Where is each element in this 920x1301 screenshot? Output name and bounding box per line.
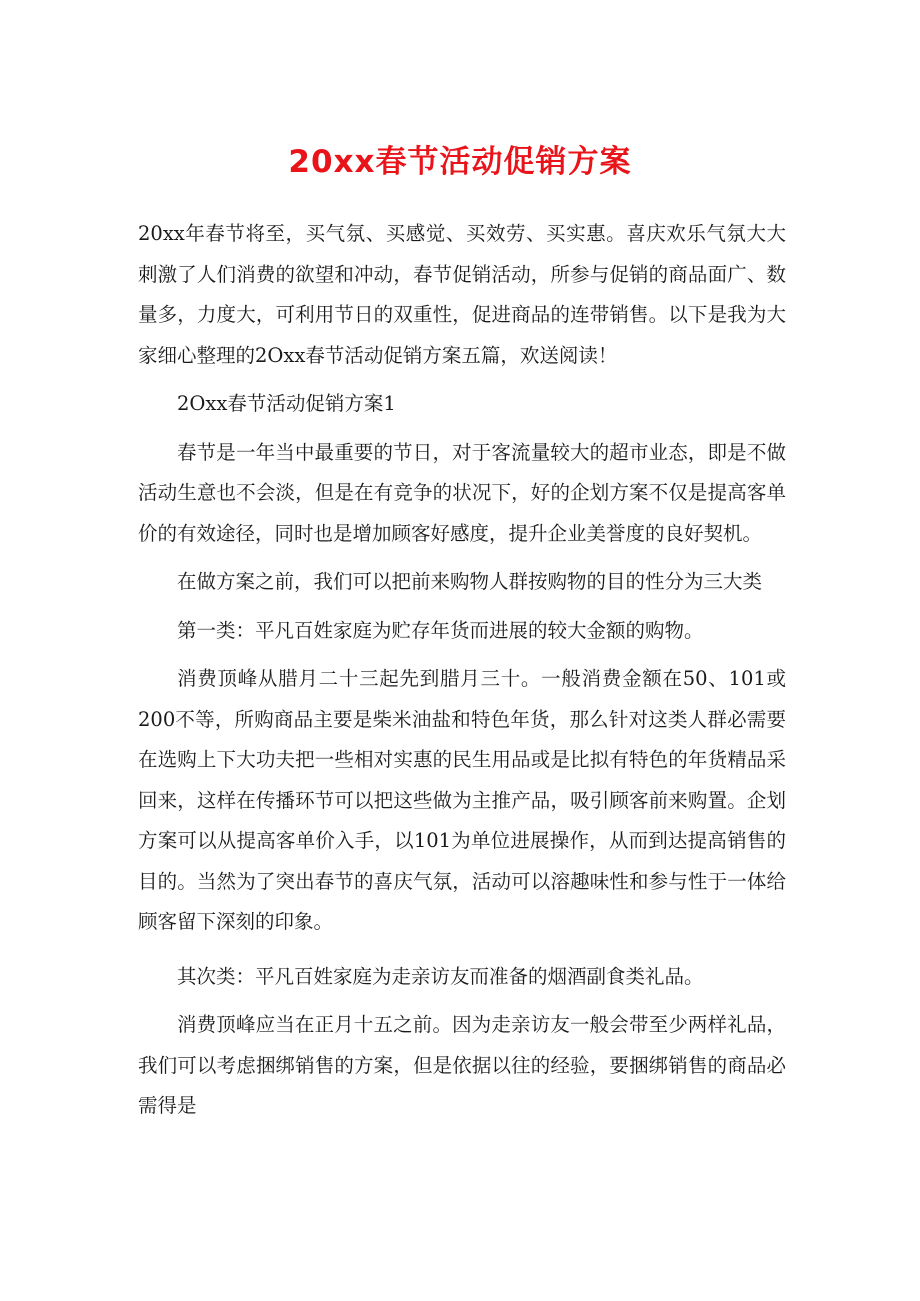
body-paragraph: 其次类：平凡百姓家庭为走亲访友而准备的烟酒副食类礼品。 <box>177 964 704 988</box>
body-paragraph: 消费顶峰从腊月二十三起先到腊月三十。一般消费金额在50、101或200不等，所购商品主要是柴米油盐和特色年货，那么针对这类人群必需要在选购上下大功夫把一些相对实惠的民生用品或是比拟有特色的年货精品采回来，这样在传播环节可以把这些做为主推产品，吸引顾客前来购置。企划方案可以从提高客单价入手，以101为单位进展操作，从而到达提高销售的目的。当然为了突出春节的喜庆气氛，活动可以溶趣味性和参与性于一体给顾客留下深刻的印象。 <box>138 667 786 933</box>
body-paragraph: 消费顶峰应当在正月十五之前。因为走亲访友一般会带至少两样礼品，我们可以考虑捆绑销售的方案，但是依据以往的经验，要捆绑销售的商品必需得是 <box>138 1013 786 1117</box>
section-heading: 2Oxx春节活动促销方案1 <box>177 392 396 415</box>
body-paragraph: 第一类：平凡百姓家庭为贮存年货而进展的较大金额的购物。 <box>177 618 704 642</box>
document-title: 20xx春节活动促销方案 <box>288 144 632 180</box>
document-body <box>138 214 786 1127</box>
intro-paragraph: 20xx年春节将至，买气氛、买感觉、买效劳、买实惠。喜庆欢乐气氛大大刺激了人们消费的欲望和冲动，春节促销活动，所参与促销的商品面广、数量多，力度大，可利用节日的双重性，促进商品的连带销售。以下是我为大家细心整理的2Oxx春节活动促销方案五篇，欢送阅读！ <box>138 222 786 367</box>
body-paragraph: 在做方案之前，我们可以把前来购物人群按购物的目的性分为三大类 <box>177 570 763 593</box>
body-paragraph: 春节是一年当中最重要的节日，对于客流量较大的超市业态，即是不做活动生意也不会淡，但是在有竞争的状况下，好的企划方案不仅是提高客单价的有效途径，同时也是增加顾客好感度，提升企业美誉度的良好契机。 <box>138 440 786 545</box>
